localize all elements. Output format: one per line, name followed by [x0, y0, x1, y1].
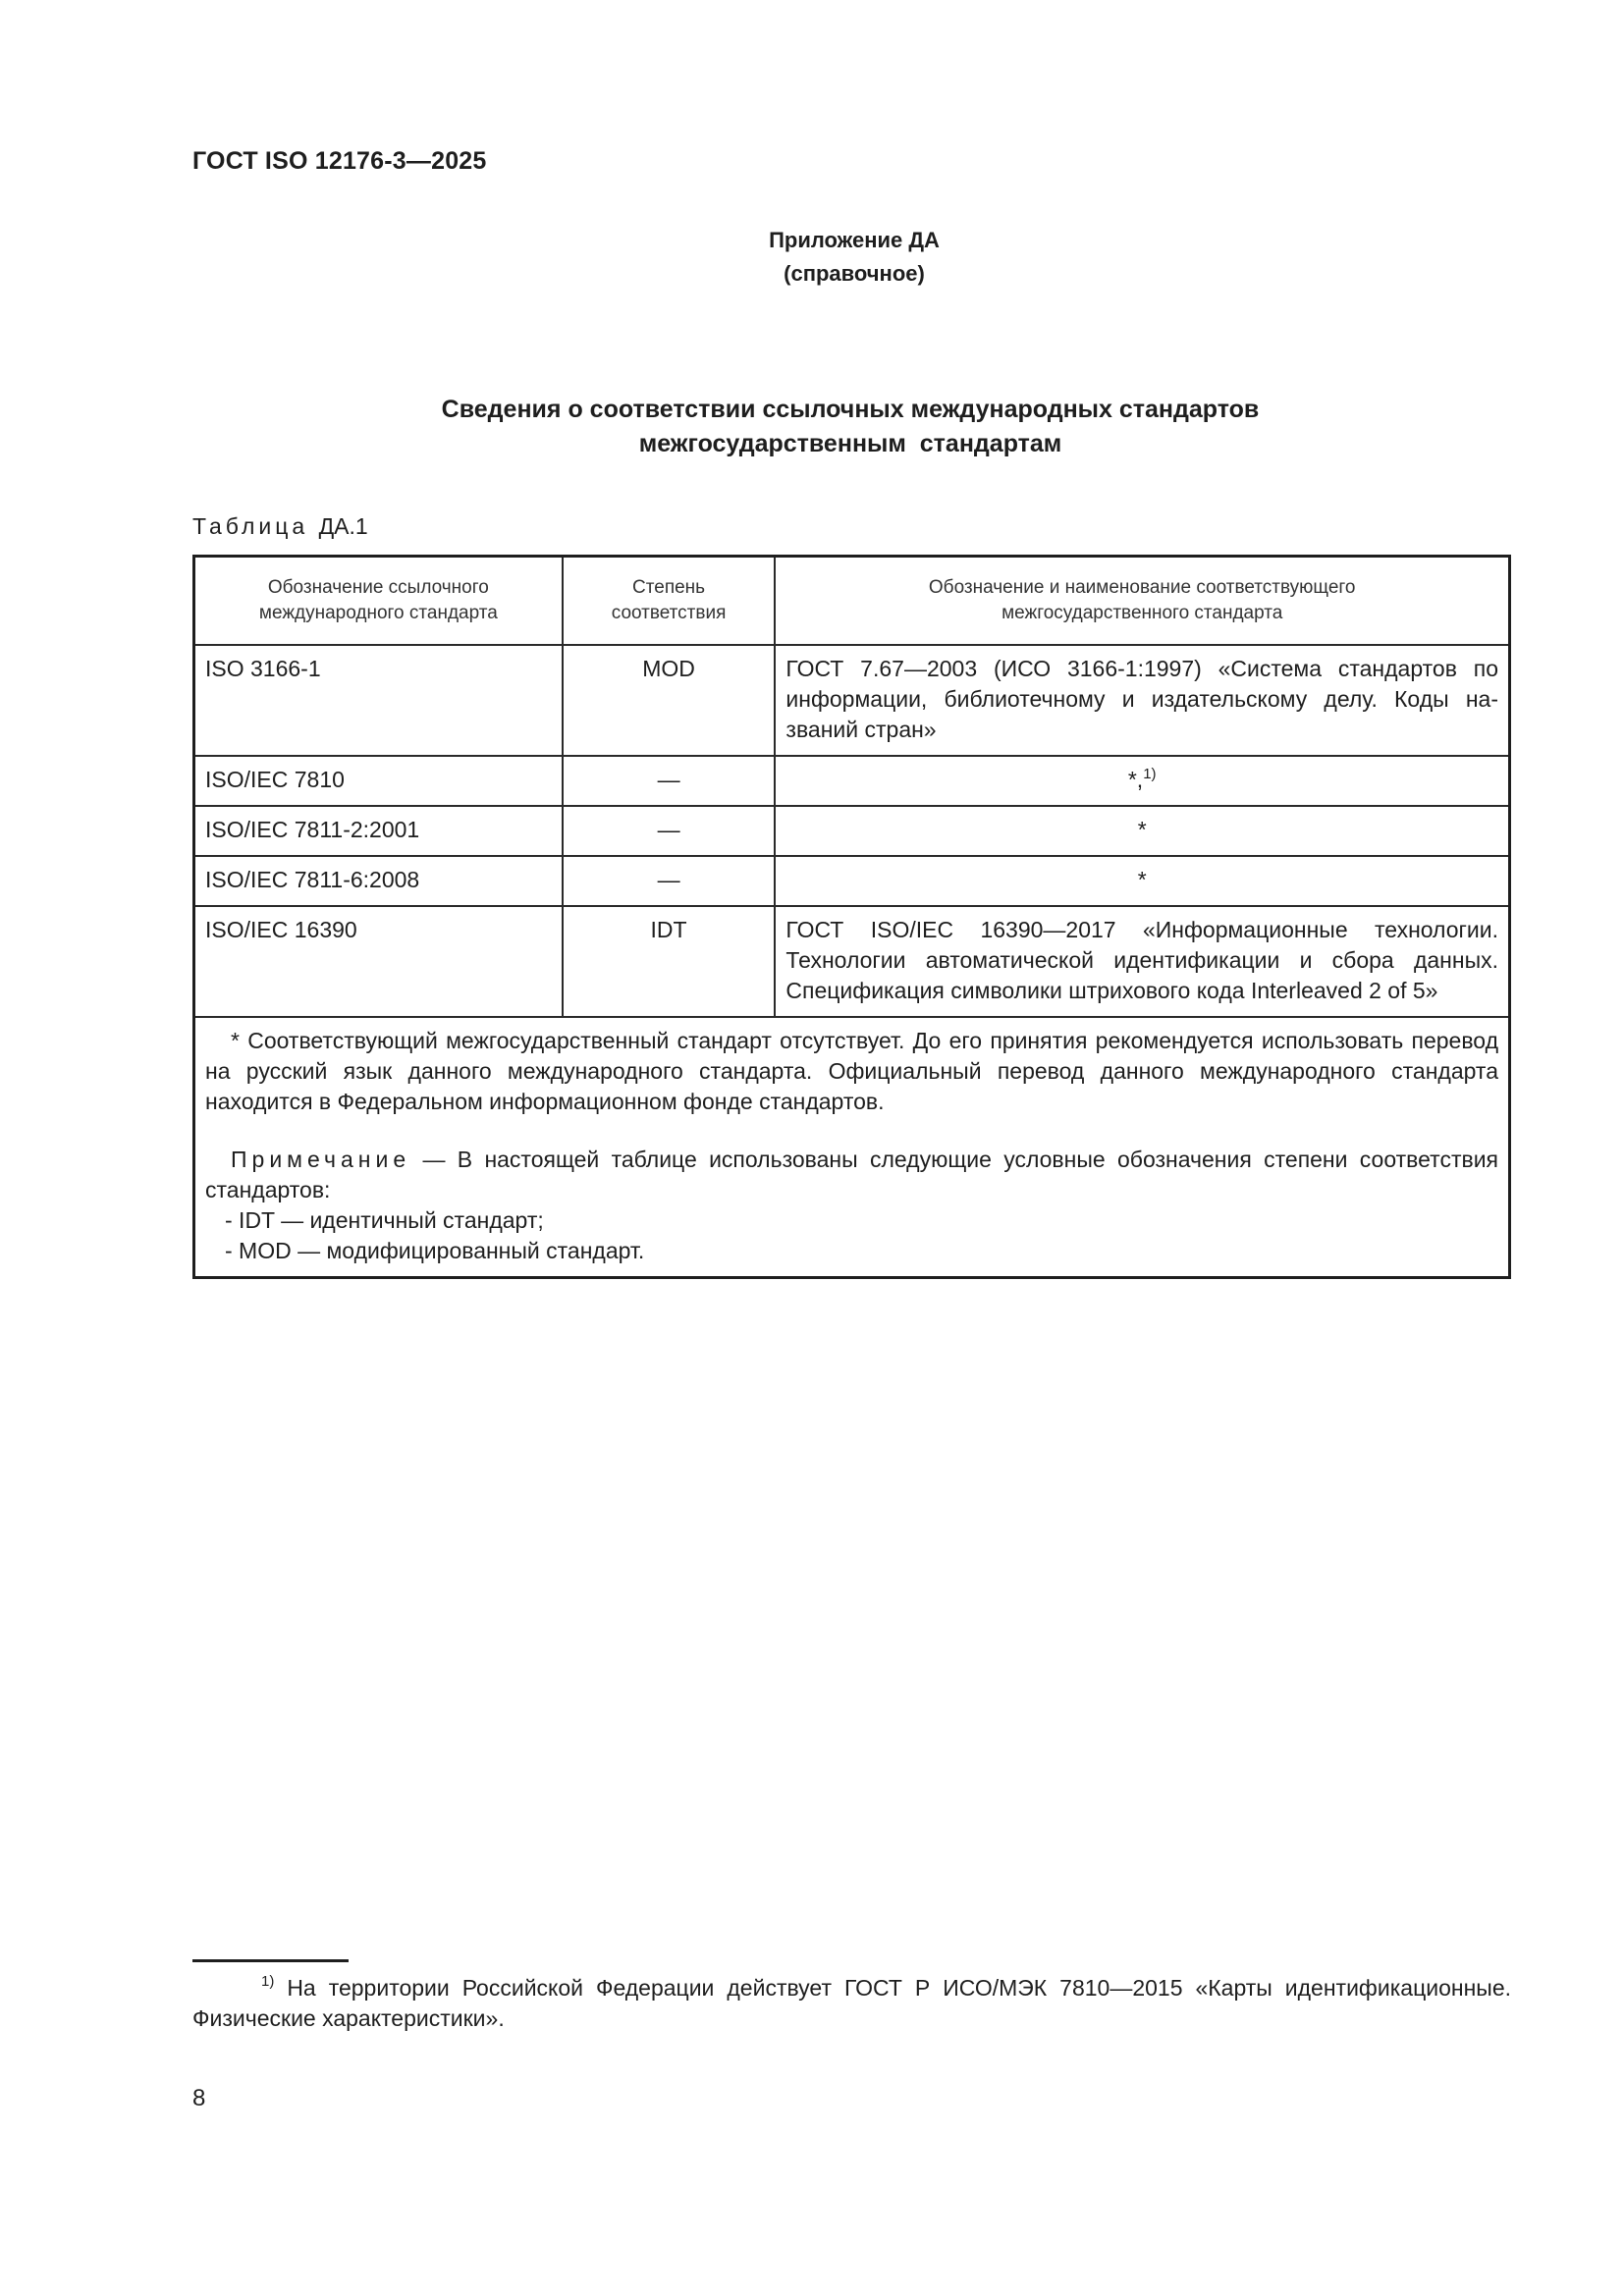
- footnote-reference[interactable]: 1): [1143, 766, 1157, 782]
- note-text: — В настоящей таблице использованы следующие условные обозначения степени соответствия стандартов:: [205, 1147, 1498, 1202]
- footnote: [192, 1973, 1511, 2034]
- table-row: [194, 906, 1510, 1017]
- cell-interstate-standard: ГОСТ 7.67—2003 (ИСО 3166-1:1997) «Система стандартов по информации, библиотечному и издательскому делу. Коды названий стран»: [775, 645, 1509, 756]
- annex-heading: [0, 224, 1624, 291]
- cell-reference-code: ISO/IEC 16390: [194, 906, 563, 1017]
- cell-reference-code: ISO/IEC 7811-6:2008: [194, 856, 563, 906]
- header-degree-line-2: соответствия: [611, 603, 727, 623]
- cell-reference-code: ISO/IEC 7810: [194, 756, 563, 806]
- table-label-word: Таблица: [192, 513, 309, 539]
- table-row: [194, 645, 1510, 756]
- header-reference-standard: [194, 557, 563, 646]
- header-degree: [563, 557, 776, 646]
- cell-degree: —: [563, 856, 776, 906]
- annex-title: Приложение ДА: [769, 228, 940, 252]
- note-item-idt: - IDT — идентичный стандарт;: [225, 1207, 544, 1233]
- header-interstate-standard-line-1: Обозначение и наименование соответствующего: [928, 577, 1356, 598]
- table-row: [194, 856, 1510, 906]
- table-label: [192, 513, 368, 540]
- cell-degree: MOD: [563, 645, 776, 756]
- table-header-row: [194, 557, 1510, 646]
- footnote-separator: [192, 1959, 349, 1962]
- table-number: ДА.1: [318, 513, 368, 539]
- cell-reference-code: ISO 3166-1: [194, 645, 563, 756]
- header-interstate-standard: [775, 557, 1509, 646]
- cell-interstate-standard: ГОСТ ISO/IEC 16390—2017 «Информационные технологии. Технологии автоматической идентификации и сбора данных. Спецификация символики штрихового кода Interleaved 2 of 5»: [775, 906, 1509, 1017]
- table-row: [194, 756, 1510, 806]
- document-code: ГОСТ ISO 12176-3—2025: [192, 147, 487, 175]
- cell-interstate-standard: *: [775, 806, 1509, 856]
- header-reference-standard-line-2: международного стандарта: [258, 603, 498, 623]
- header-degree-line-1: Степень: [632, 577, 706, 598]
- cell-degree: —: [563, 756, 776, 806]
- table-notes: [194, 1017, 1510, 1278]
- header-reference-standard-line-1: Обозначение ссылочного: [267, 577, 489, 598]
- cell-degree: —: [563, 806, 776, 856]
- table-note: [205, 1145, 1498, 1205]
- cell-interstate-standard: *: [775, 856, 1509, 906]
- table-notes-row: [194, 1017, 1510, 1278]
- section-title-line-2: межгосударственным стандартам: [638, 430, 1062, 457]
- standards-correspondence-table: [192, 555, 1511, 1279]
- footnote-marker: 1): [261, 1973, 275, 1990]
- absent-standard-note: * Соответствующий межгосударственный стандарт отсутствует. До его принятия рекомендуется использовать перевод на русский язык данного международного стандарта. Официальный перевод данного международного стандарта находится в Федеральном информационном фонде стандартов.: [205, 1028, 1498, 1114]
- note-label: Примечание: [231, 1147, 411, 1172]
- header-interstate-standard-line-2: межгосударственного стандарта: [1001, 603, 1283, 623]
- footnote-text: На территории Российской Федерации действует ГОСТ Р ИСО/МЭК 7810—2015 «Карты идентификационные. Физические характеристики».: [192, 1975, 1511, 2031]
- section-title: [192, 393, 1508, 461]
- page-number: 8: [192, 2085, 206, 2111]
- section-title-line-1: Сведения о соответствии ссылочных международных стандартов: [441, 396, 1260, 423]
- cell-interstate-standard: [775, 756, 1509, 806]
- cell-reference-code: ISO/IEC 7811-2:2001: [194, 806, 563, 856]
- cell-degree: IDT: [563, 906, 776, 1017]
- absent-standard-mark: *,: [1127, 767, 1144, 792]
- note-item-mod: - MOD — модифицированный стандарт.: [225, 1238, 645, 1263]
- table-row: [194, 806, 1510, 856]
- annex-subtitle: (справочное): [784, 261, 925, 286]
